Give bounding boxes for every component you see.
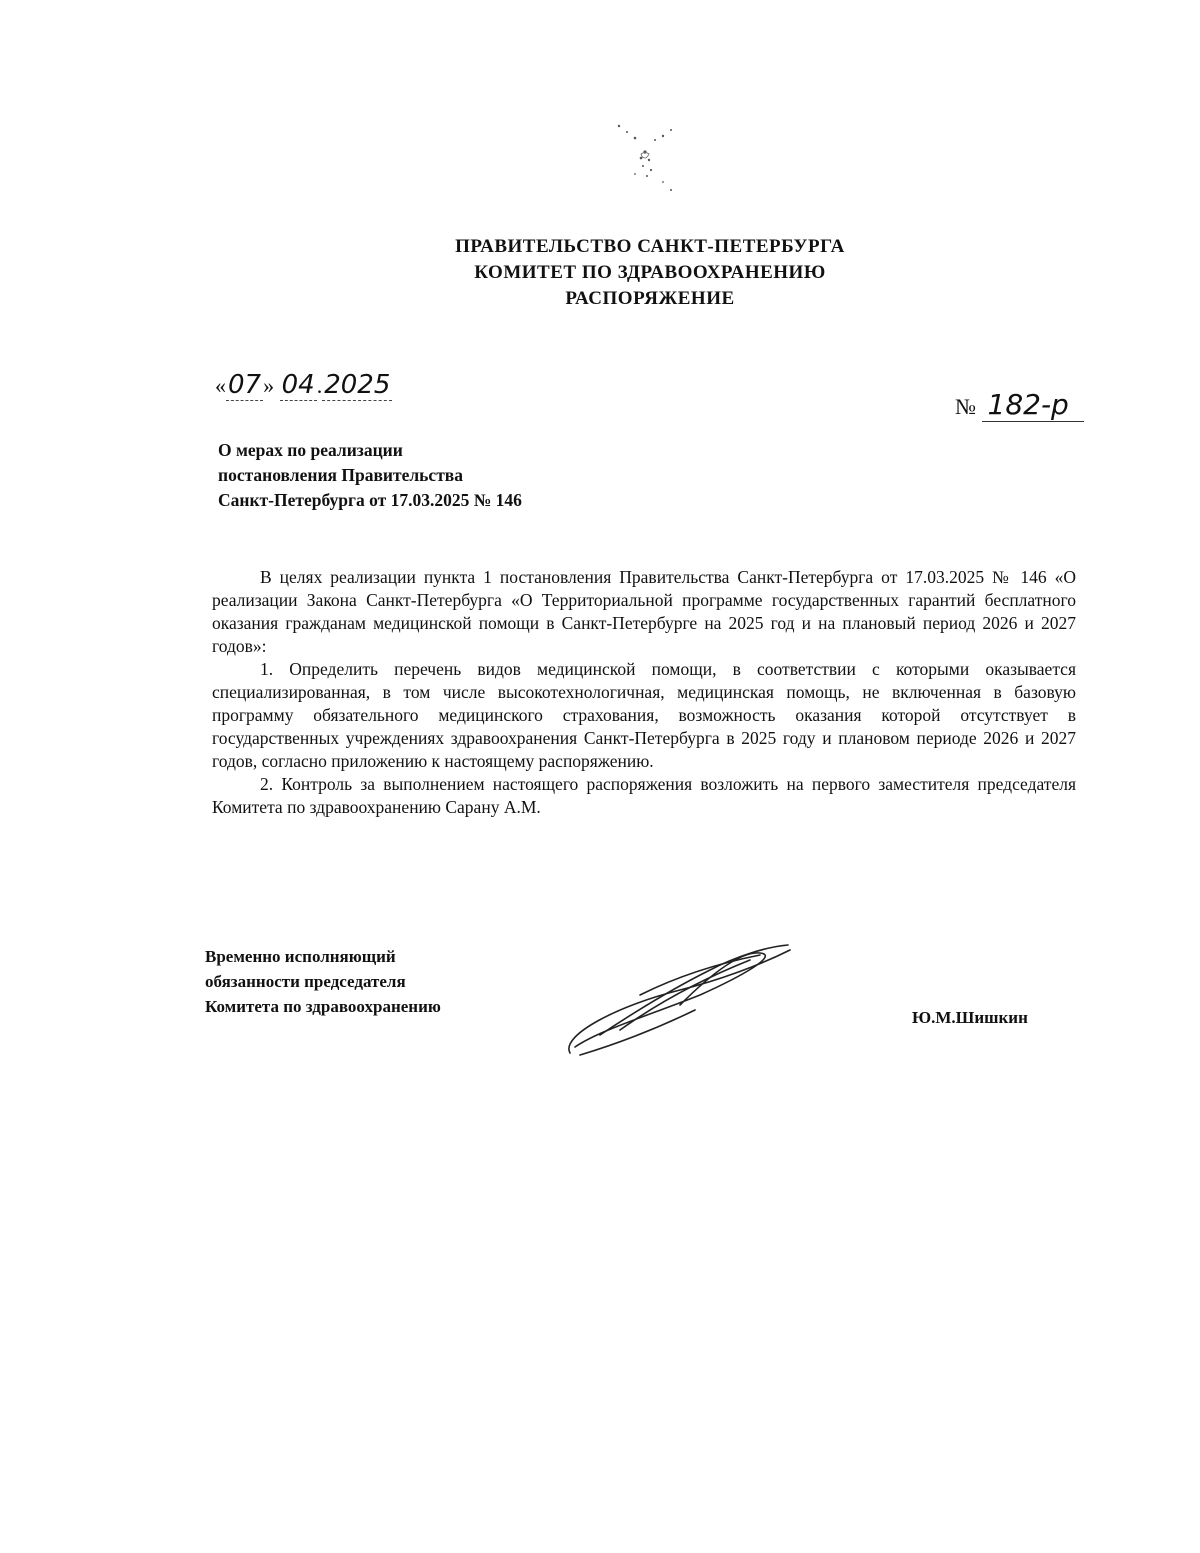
coat-of-arms-emblem: [605, 118, 685, 198]
date-year: 2025: [324, 370, 391, 400]
government-title: ПРАВИТЕЛЬСТВО САНКТ-ПЕТЕРБУРГА: [455, 236, 845, 257]
date-close-quote: »: [263, 373, 275, 398]
body-item-1: 1. Определить перечень видов медицинской помощи, в соответствии с которыми оказывается специализированная, в том числе высокотехнологичная, медицинская помощь, не включенная в базовую программу обязательного медицинского страхования, возможность оказания которой отсутствует в государственных учреждениях здравоохранения Санкт-Петербурга в 2025 году и плановом периоде 2026 и 2027 годов, согласно приложению к настоящему распоряжению.: [212, 659, 1076, 771]
subject-line-3: Санкт-Петербурга от 17.03.2025 № 146: [218, 490, 522, 510]
date-month: 04: [281, 370, 315, 400]
document-number: [955, 388, 1084, 422]
document-body: [212, 566, 1076, 819]
date-open-quote: «: [215, 373, 226, 398]
signatory-title-line-3: Комитета по здравоохранению: [205, 997, 441, 1016]
committee-title: КОМИТЕТ ПО ЗДРАВООХРАНЕНИЮ: [474, 262, 826, 283]
subject-line-2: постановления Правительства: [218, 465, 463, 485]
number-prefix: №: [955, 394, 976, 419]
document-subject: [218, 438, 638, 513]
signatory-title-line-2: обязанности председателя: [205, 972, 406, 991]
signatory-title-line-1: Временно исполняющий: [205, 947, 396, 966]
number-value: 182-р: [982, 388, 1084, 422]
signatory-name: Ю.М.Шишкин: [912, 1008, 1028, 1027]
handwritten-signature: [560, 935, 800, 1065]
document-date: «07» 04.2025: [215, 370, 391, 400]
date-day: 07: [228, 370, 262, 400]
signatory-title: [205, 944, 545, 1019]
body-item-2: 2. Контроль за выполнением настоящего распоряжения возложить на первого заместителя председателя Комитета по здравоохранению Сарану А.М.: [212, 774, 1076, 817]
subject-line-1: О мерах по реализации: [218, 440, 403, 460]
document-type: РАСПОРЯЖЕНИЕ: [565, 288, 735, 309]
document-header: [380, 234, 920, 312]
body-intro: В целях реализации пункта 1 постановления Правительства Санкт-Петербурга от 17.03.2025 № 146 «О реализации Закона Санкт-Петербурга «О Территориальной программе государственных гарантий бесплатного оказания гражданам медицинской помощи в Санкт-Петербурге на 2025 год и на плановый период 2026 и 2027 годов»:: [212, 567, 1076, 656]
